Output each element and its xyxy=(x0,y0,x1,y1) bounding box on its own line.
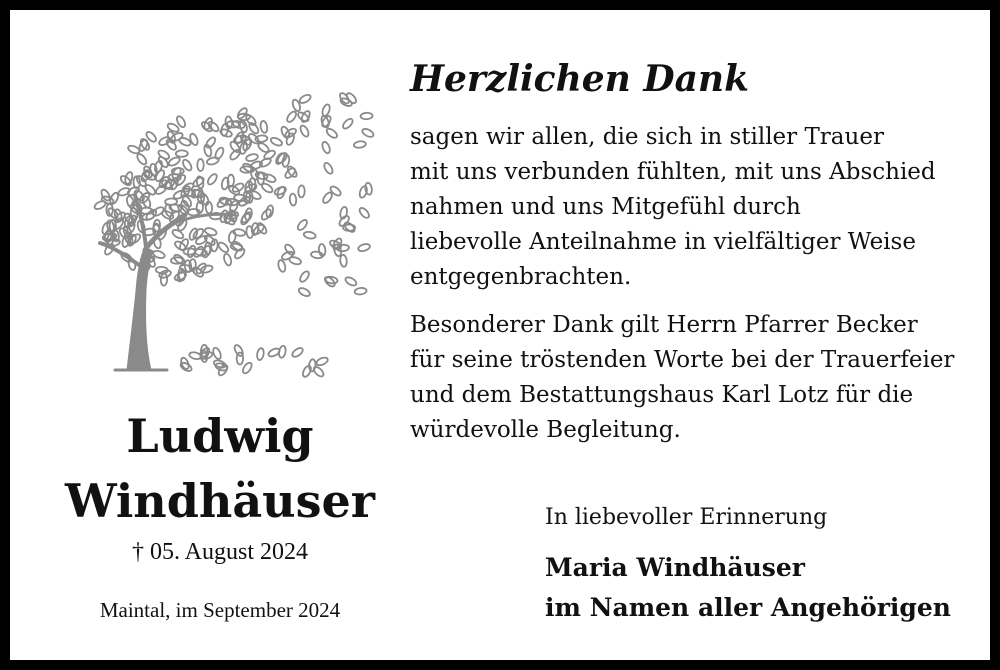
special-thanks-line: und dem Bestattungshaus Karl Lotz für die xyxy=(410,382,914,408)
special-thanks-line: würdevolle Begleitung. xyxy=(410,417,681,443)
signature-name: Maria Windhäuser xyxy=(545,553,805,582)
deceased-last-name: Windhäuser xyxy=(64,474,376,528)
windblown-tree-icon xyxy=(75,65,375,380)
place-and-date: Maintal, im September 2024 xyxy=(99,598,341,622)
deceased-first-name: Ludwig xyxy=(126,409,314,463)
thanks-paragraph xyxy=(410,120,990,295)
special-thanks-line: für seine tröstenden Worte bei der Trauerfeier xyxy=(410,347,955,373)
thanks-line: sagen wir allen, die sich in stiller Trauer xyxy=(410,124,884,150)
thanks-line: mit uns verbunden fühlten, mit uns Abschied xyxy=(410,159,936,185)
death-date: † 05. August 2024 xyxy=(131,539,308,565)
special-thanks-paragraph xyxy=(410,308,990,448)
thanks-line: entgegenbrachten. xyxy=(410,264,632,290)
closing-phrase: In liebevoller Erinnerung xyxy=(545,505,828,530)
thanks-line: liebevolle Anteilnahme in vielfältiger Weise xyxy=(410,229,916,255)
special-thanks-line: Besonderer Dank gilt Herrn Pfarrer Becker xyxy=(410,312,918,338)
thanks-line: nahmen und uns Mitgefühl durch xyxy=(410,194,801,220)
thanks-heading: Herzlichen Dank xyxy=(410,58,750,100)
signature-subline: im Namen aller Angehörigen xyxy=(545,593,951,622)
